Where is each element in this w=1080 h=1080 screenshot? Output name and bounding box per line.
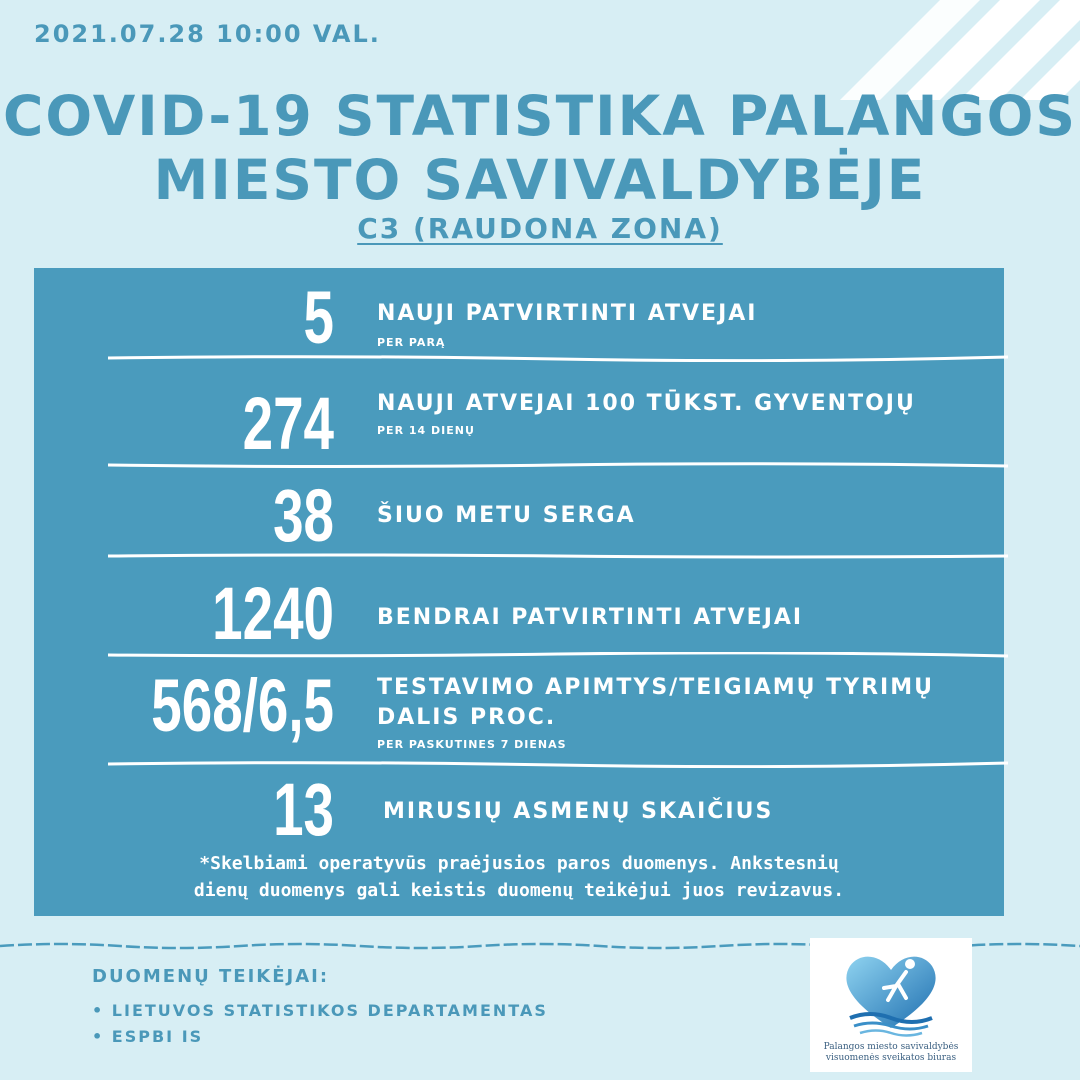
providers-list [92, 998, 548, 1050]
stat-row-total-cases [34, 574, 1004, 658]
note-line-2: dienų duomenys gali keistis duomenų teikėjui juos revizavus. [193, 880, 845, 901]
date-timestamp: 2021.07.28 10:00 VAL. [34, 20, 381, 48]
title-line-2: MIESTO SAVIVALDYBĖJE [153, 148, 927, 212]
stat-sublabel: PER PASKUTINES 7 DIENAS [377, 738, 567, 751]
row-divider [108, 652, 1008, 660]
stat-label-line-2: DALIS PROC. [377, 705, 557, 730]
row-divider [108, 760, 1008, 768]
stat-row-deaths [34, 770, 1004, 854]
row-divider [108, 462, 1008, 470]
stat-value: 274 [242, 382, 334, 465]
stat-value: 13 [273, 768, 334, 851]
stats-panel [34, 268, 1004, 916]
stat-value: 1240 [212, 572, 334, 655]
stat-label-line-1: TESTAVIMO APIMTYS/TEIGIAMŲ TYRIMŲ [377, 675, 934, 700]
stat-label: ŠIUO METU SERGA [377, 503, 636, 528]
provider-item: • ESPBI IS [92, 1024, 548, 1050]
title-line-1: COVID-19 STATISTIKA PALANGOS [3, 84, 1077, 148]
note-line-1: *Skelbiami operatyvūs praėjusios paros duomenys. Ankstesnių [199, 853, 839, 874]
stat-sublabel: PER PARĄ [377, 336, 446, 349]
organization-logo [810, 938, 972, 1072]
row-divider [108, 552, 1008, 560]
logo-caption [810, 1042, 972, 1064]
stat-row-incidence [34, 372, 1004, 472]
stat-row-new-cases [34, 274, 1004, 358]
stat-sublabel: PER 14 DIENŲ [377, 424, 475, 437]
logo-caption-line-1: Palangos miesto savivaldybės [823, 1042, 959, 1052]
stat-label: NAUJI ATVEJAI 100 TŪKST. GYVENTOJŲ [377, 391, 916, 416]
stat-row-currently-ill [34, 474, 1004, 558]
stat-label: MIRUSIŲ ASMENŲ SKAIČIUS [383, 799, 774, 824]
stat-row-testing [34, 666, 1004, 766]
zone-text: C3 (RAUDONA ZONA) [357, 212, 723, 245]
row-divider [108, 354, 1008, 362]
page-title [0, 84, 1080, 212]
logo-caption-line-2: visuomenės sveikatos biuras [825, 1053, 957, 1063]
stat-label: BENDRAI PATVIRTINTI ATVEJAI [377, 605, 804, 630]
stat-label: NAUJI PATVIRTINTI ATVEJAI [377, 301, 758, 326]
provider-item: • LIETUVOS STATISTIKOS DEPARTAMENTAS [92, 998, 548, 1024]
zone-label [0, 212, 1080, 245]
stat-value: 568/6,5 [151, 664, 334, 747]
providers-title: DUOMENŲ TEIKĖJAI: [92, 966, 330, 987]
data-note [34, 850, 1004, 904]
stat-value: 5 [303, 276, 334, 359]
stat-value: 38 [273, 474, 334, 557]
heart-runner-icon [810, 942, 972, 1042]
